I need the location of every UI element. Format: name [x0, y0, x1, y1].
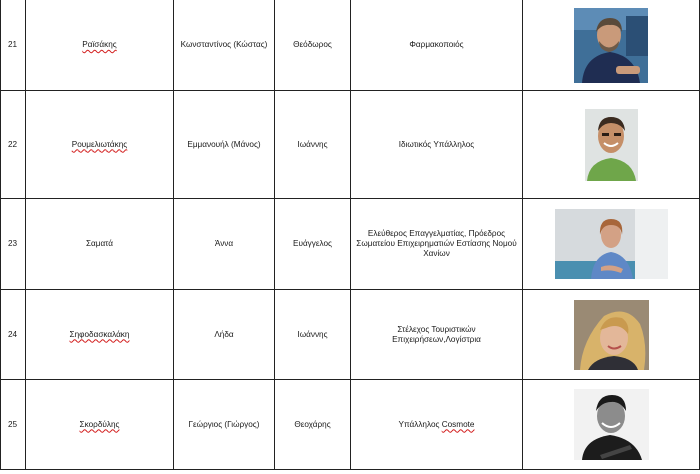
surname-cell: Σαματά — [26, 199, 174, 290]
photo-cell — [523, 0, 700, 91]
row-number: 22 — [1, 91, 26, 199]
table-row — [1, 199, 700, 290]
occupation-cell: Ελεύθερος Επαγγελματίας, Πρόεδρος Σωματείου Επιχειρηματιών Εστίασης Νομού Χανίων — [351, 199, 523, 290]
row-number: 24 — [1, 290, 26, 380]
surname: Σκορδύλης — [79, 419, 120, 429]
father-name-cell: Θεόδωρος — [275, 0, 351, 91]
occupation-brand: Cosmote — [441, 419, 475, 429]
father-name-cell: Θεοχάρης — [275, 380, 351, 470]
surname-cell — [26, 380, 174, 470]
father-name-cell: Ευάγγελος — [275, 199, 351, 290]
photo-cell — [523, 199, 700, 290]
first-name-cell: Λήδα — [174, 290, 275, 380]
table-row — [1, 380, 700, 470]
surname-cell — [26, 0, 174, 91]
candidate-photo — [585, 109, 638, 181]
surname-cell — [26, 91, 174, 199]
table-row — [1, 290, 700, 380]
row-number: 25 — [1, 380, 26, 470]
surname: Ρουμελιωτάκης — [71, 139, 128, 149]
row-number: 23 — [1, 199, 26, 290]
first-name-cell: Γεώργιος (Γιώργος) — [174, 380, 275, 470]
photo-cell — [523, 91, 700, 199]
candidate-photo — [574, 389, 649, 460]
candidate-photo — [574, 300, 649, 370]
occupation-cell: Στέλεχος Τουριστικών Επιχειρήσεων,Λογίστρια — [351, 290, 523, 380]
row-number: 21 — [1, 0, 26, 91]
surname-cell — [26, 290, 174, 380]
occupation-cell — [351, 380, 523, 470]
surname: Ραϊσάκης — [82, 40, 117, 49]
first-name-cell: Κωνσταντίνος (Κώστας) — [174, 0, 275, 91]
candidate-photo — [555, 209, 668, 279]
photo-cell — [523, 290, 700, 380]
first-name-cell: Εμμανουήλ (Μάνος) — [174, 91, 275, 199]
occupation-cell: Ιδιωτικός Υπάλληλος — [351, 91, 523, 199]
surname: Σηφοδασκαλάκη — [69, 329, 130, 339]
table-row — [1, 0, 700, 91]
photo-cell — [523, 380, 700, 470]
father-name-cell: Ιωάννης — [275, 290, 351, 380]
occupation-prefix: Υπάλληλος — [398, 419, 442, 429]
table-row — [1, 91, 700, 199]
candidate-photo — [574, 8, 648, 83]
occupation-cell: Φαρμακοποιός — [351, 0, 523, 91]
first-name-cell: Άννα — [174, 199, 275, 290]
father-name-cell: Ιωάννης — [275, 91, 351, 199]
